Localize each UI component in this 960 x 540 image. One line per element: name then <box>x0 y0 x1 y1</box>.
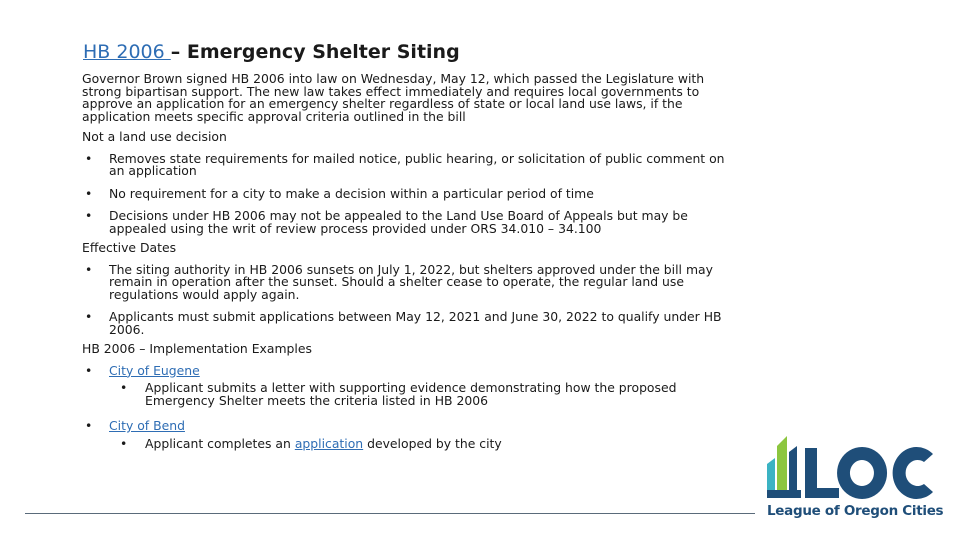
city-of-bend-link[interactable]: City of Bend <box>109 418 185 433</box>
bullet-icon: • <box>85 150 93 166</box>
land-use-list <box>82 150 742 236</box>
logo-subtitle: League of Oregon Cities <box>767 503 944 519</box>
loc-logo-icon <box>765 428 935 500</box>
examples-list <box>82 362 742 451</box>
list-item: • The siting authority in HB 2006 sunsets on July 1, 2022, but shelters approved under the bill may remain in operation after the sunset. Should a shelter cease to operate, the regular land use regulations would apply again. <box>85 261 713 302</box>
intro-paragraph: Governor Brown signed HB 2006 into law on Wednesday, May 12, which passed the Legislature with strong bipartisan support. The new law takes effect immediately and requires local governments to approve an application for an emergency shelter regardless of state or local land use laws, if the application meets specific approval criteria outlined in the bill <box>82 71 705 124</box>
application-link[interactable]: application <box>294 435 364 451</box>
sub-list-item: • Applicant completes an application developed by the city <box>120 435 502 451</box>
bullet-icon: • <box>85 185 93 201</box>
bullet-icon: • <box>120 435 128 451</box>
effective-dates-list <box>82 261 742 337</box>
hb-2006-link[interactable]: HB 2006 <box>83 41 171 63</box>
slide-body <box>82 73 742 460</box>
loc-logo <box>765 428 944 524</box>
list-item <box>82 420 742 450</box>
sub-list-item: • Applicant submits a letter with supporting evidence demonstrating how the proposed Emergency Shelter meets the criteria listed in HB 2006 <box>120 380 677 408</box>
list-item: • Decisions under HB 2006 may not be appealed to the Land Use Board of Appeals but may be appealed using the writ of review process provided under ORS 34.010 – 34.100 <box>85 208 688 236</box>
bullet-icon: • <box>85 309 93 324</box>
list-item: • Applicants must submit applications between May 12, 2021 and June 30, 2022 to qualify under HB 2006. <box>85 309 722 337</box>
title-text: – Emergency Shelter Siting <box>170 41 460 63</box>
section-heading-land-use: Not a land use decision <box>82 129 227 144</box>
list-item: • No requirement for a city to make a decision within a particular period of time <box>85 185 594 201</box>
section-heading-effective-dates: Effective Dates <box>82 240 177 255</box>
bullet-icon: • <box>85 208 93 223</box>
bullet-icon: • <box>120 380 128 395</box>
bullet-icon: • <box>85 418 93 433</box>
bullet-icon: • <box>85 362 93 378</box>
list-item: • Removes state requirements for mailed notice, public hearing, or solicitation of public comment on an application <box>85 150 725 178</box>
footer-divider <box>25 513 755 514</box>
slide-title <box>83 41 460 63</box>
section-heading-examples: HB 2006 – Implementation Examples <box>82 341 312 356</box>
list-item <box>82 362 742 408</box>
city-of-eugene-link[interactable]: City of Eugene <box>109 362 200 378</box>
bullet-icon: • <box>85 261 93 277</box>
